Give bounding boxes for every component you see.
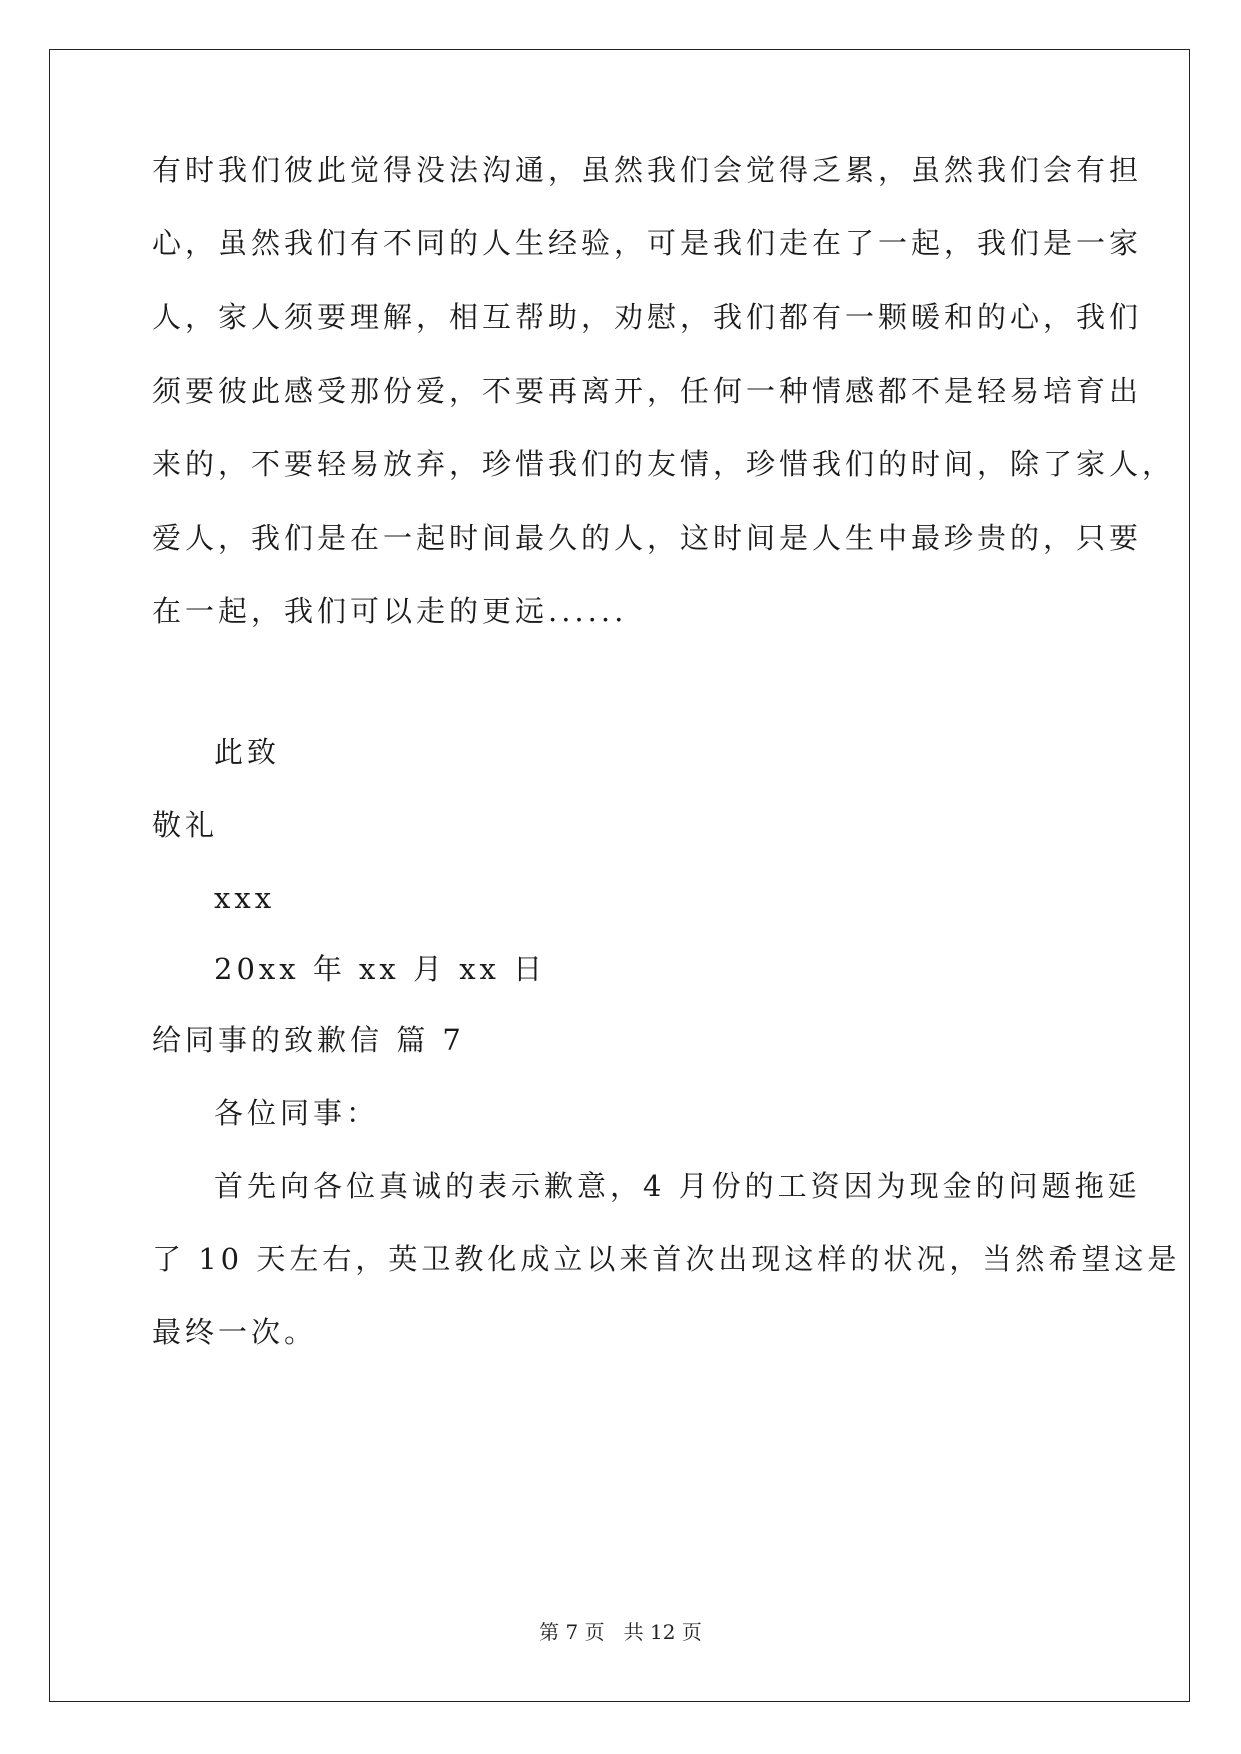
paragraph-line: 人，家人须要理解，相互帮助，劝慰，我们都有一颗暖和的心，我们 (152, 300, 1143, 334)
page-number: 第 7 页 (539, 1620, 605, 1644)
letter-greeting: 各位同事： (214, 1096, 380, 1130)
letter-line: 首先向各位真诚的表示歉意，4 月份的工资因为现金的问题拖延 (214, 1169, 1141, 1203)
letter-line: 了 10 天左右，英卫教化成立以来首次出现这样的状况，当然希望这是 (152, 1242, 1181, 1276)
paragraph-line: 须要彼此感受那份爱，不要再离开，任何一种情感都不是轻易培育出 (152, 374, 1143, 408)
paragraph-line: 在一起，我们可以走的更远...... (152, 594, 628, 628)
paragraph-line: 爱人，我们是在一起时间最久的人，这时间是人生中最珍贵的，只要 (152, 521, 1143, 555)
paragraph-line: 有时我们彼此觉得没法沟通，虽然我们会觉得乏累，虽然我们会有担 (152, 153, 1143, 187)
letter-date: 20xx 年 xx 月 xx 日 (214, 952, 547, 986)
signature: xxx (214, 881, 276, 915)
paragraph-line: 心，虽然我们有不同的人生经验，可是我们走在了一起，我们是一家 (152, 226, 1143, 260)
paragraph-line: 来的，不要轻易放弃，珍惜我们的友情，珍惜我们的时间，除了家人， (152, 447, 1176, 481)
closing-regards: 敬礼 (152, 808, 219, 842)
section-title: 给同事的致歉信 篇 7 (152, 1023, 465, 1057)
letter-line: 最终一次。 (152, 1315, 318, 1349)
page-total: 共 12 页 (623, 1620, 702, 1644)
closing-salutation: 此致 (214, 735, 281, 769)
page-footer (0, 1620, 1241, 1644)
